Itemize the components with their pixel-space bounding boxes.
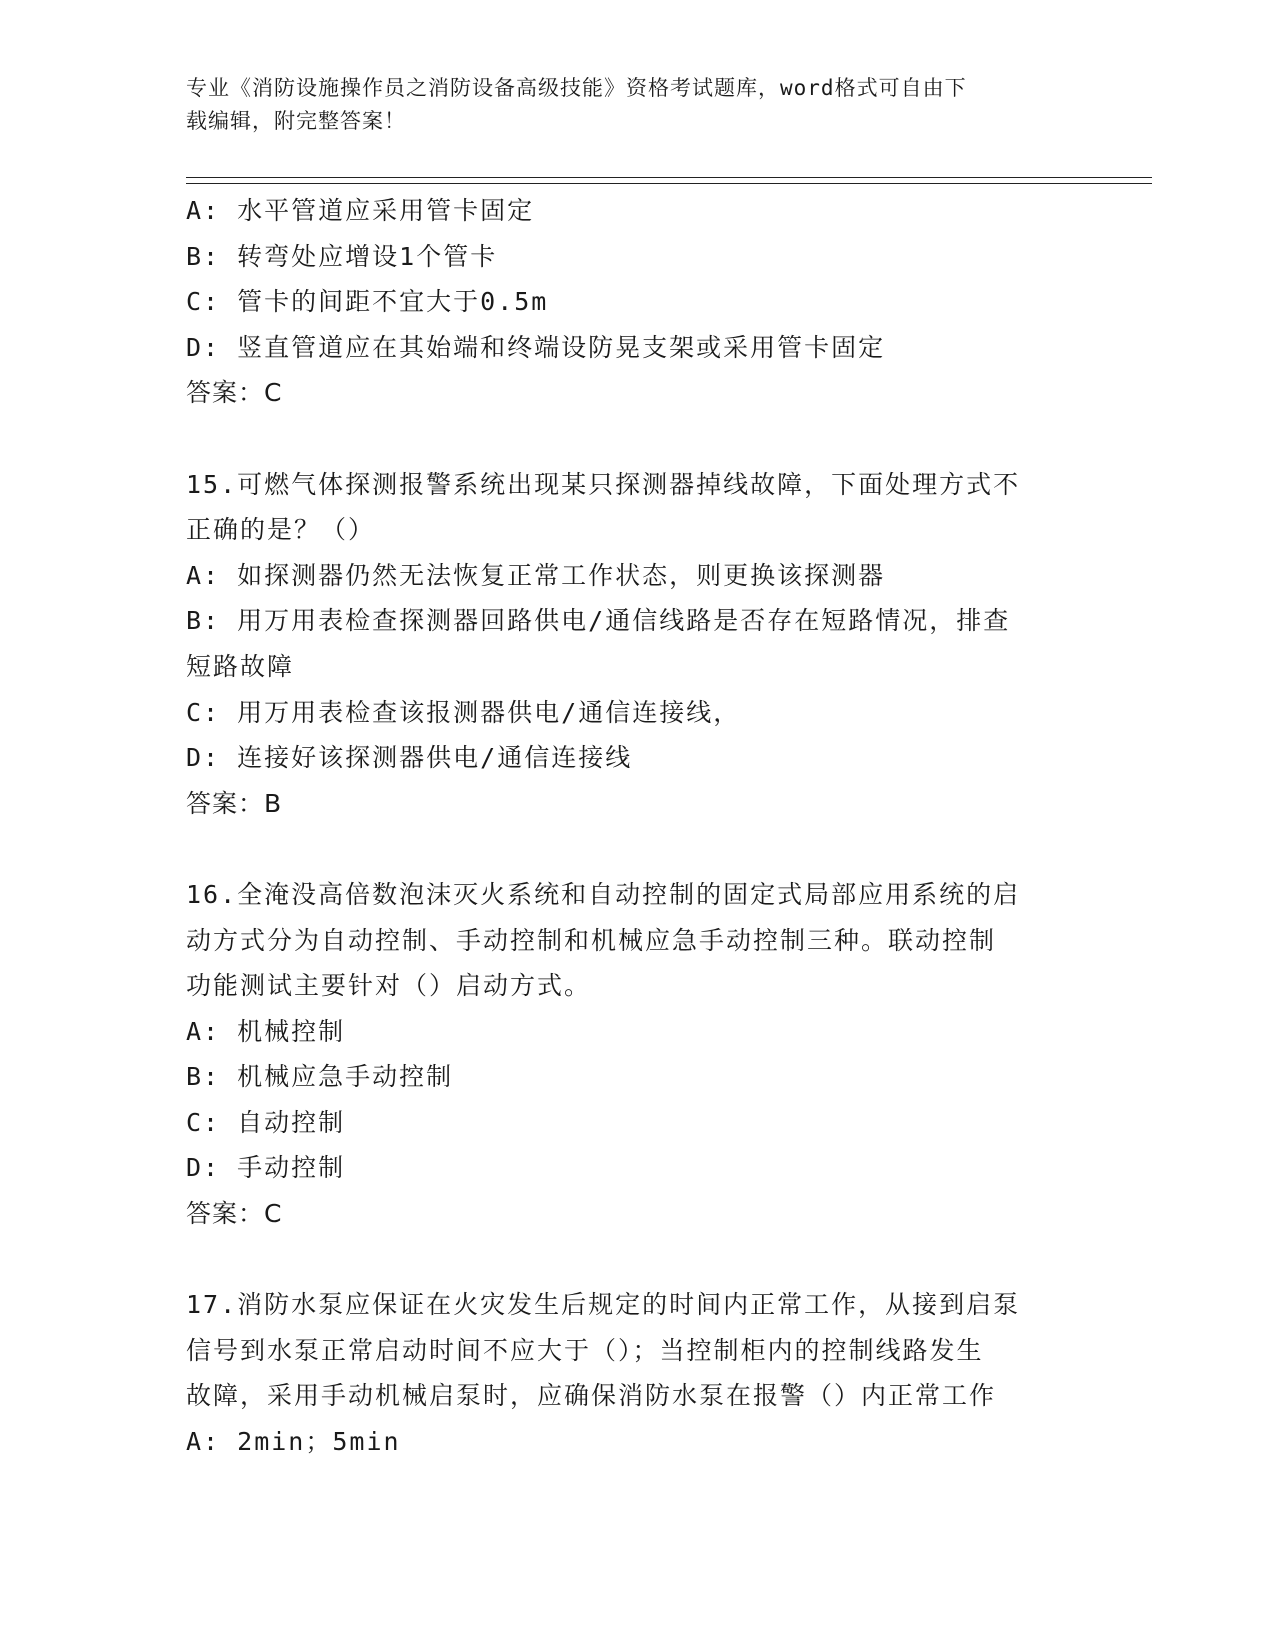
question-stem-line: 动方式分为自动控制、手动控制和机械应急手动控制三种。联动控制	[186, 925, 997, 955]
answer: 答案：C	[186, 378, 283, 408]
question-list	[186, 188, 1086, 1465]
option-a: A: 机械控制	[186, 1016, 346, 1046]
question-17	[186, 1282, 1086, 1464]
spacer	[186, 826, 1086, 872]
answer: 答案：B	[186, 788, 283, 818]
question-16	[186, 872, 1086, 1237]
question-stem-line: 17.消防水泵应保证在火灾发生后规定的时间内正常工作，从接到启泵	[186, 1290, 1021, 1320]
question-stem-line: 故障，采用手动机械启泵时，应确保消防水泵在报警（）内正常工作	[186, 1381, 997, 1411]
question-stem-line: 功能测试主要针对（）启动方式。	[186, 971, 592, 1001]
header-divider-top	[186, 177, 1152, 178]
question-stem-line: 信号到水泵正常启动时间不应大于（）；当控制柜内的控制线路发生	[186, 1335, 984, 1365]
option-c: C: 管卡的间距不宜大于0.5m	[186, 287, 549, 317]
option-c: C: 自动控制	[186, 1107, 346, 1137]
question-stem-line: 15.可燃气体探测报警系统出现某只探测器掉线故障，下面处理方式不	[186, 469, 1021, 499]
option-a: A: 水平管道应采用管卡固定	[186, 196, 535, 225]
question-14	[186, 188, 1086, 416]
document-header	[186, 72, 1066, 138]
answer: 答案：C	[186, 1199, 283, 1229]
question-stem-line: 16.全淹没高倍数泡沫灭火系统和自动控制的固定式局部应用系统的启	[186, 879, 1021, 909]
spacer	[186, 1237, 1086, 1283]
spacer	[186, 416, 1086, 462]
option-a: A: 如探测器仍然无法恢复正常工作状态，则更换该探测器	[186, 560, 886, 590]
question-stem-line: 正确的是？（）	[186, 515, 376, 545]
header-line-1: 专业《消防设施操作员之消防设备高级技能》资格考试题库，word格式可自由下	[186, 76, 967, 100]
option-d: D: 竖直管道应在其始端和终端设防晃支架或采用管卡固定	[186, 332, 886, 362]
option-a: A: 2min；5min	[186, 1427, 401, 1457]
option-b-continued: 短路故障	[186, 651, 295, 681]
option-b: B: 机械应急手动控制	[186, 1062, 454, 1092]
option-b: B: 转弯处应增设1个管卡	[186, 241, 498, 271]
option-b: B: 用万用表检查探测器回路供电/通信线路是否存在短路情况，排查	[186, 606, 1011, 636]
question-15	[186, 462, 1086, 827]
option-d: D: 连接好该探测器供电/通信连接线	[186, 743, 633, 773]
option-d: D: 手动控制	[186, 1153, 346, 1183]
header-line-2: 载编辑，附完整答案！	[186, 109, 406, 133]
header-divider-bottom	[186, 183, 1152, 184]
option-c: C: 用万用表检查该报测器供电/通信连接线，	[186, 697, 741, 727]
